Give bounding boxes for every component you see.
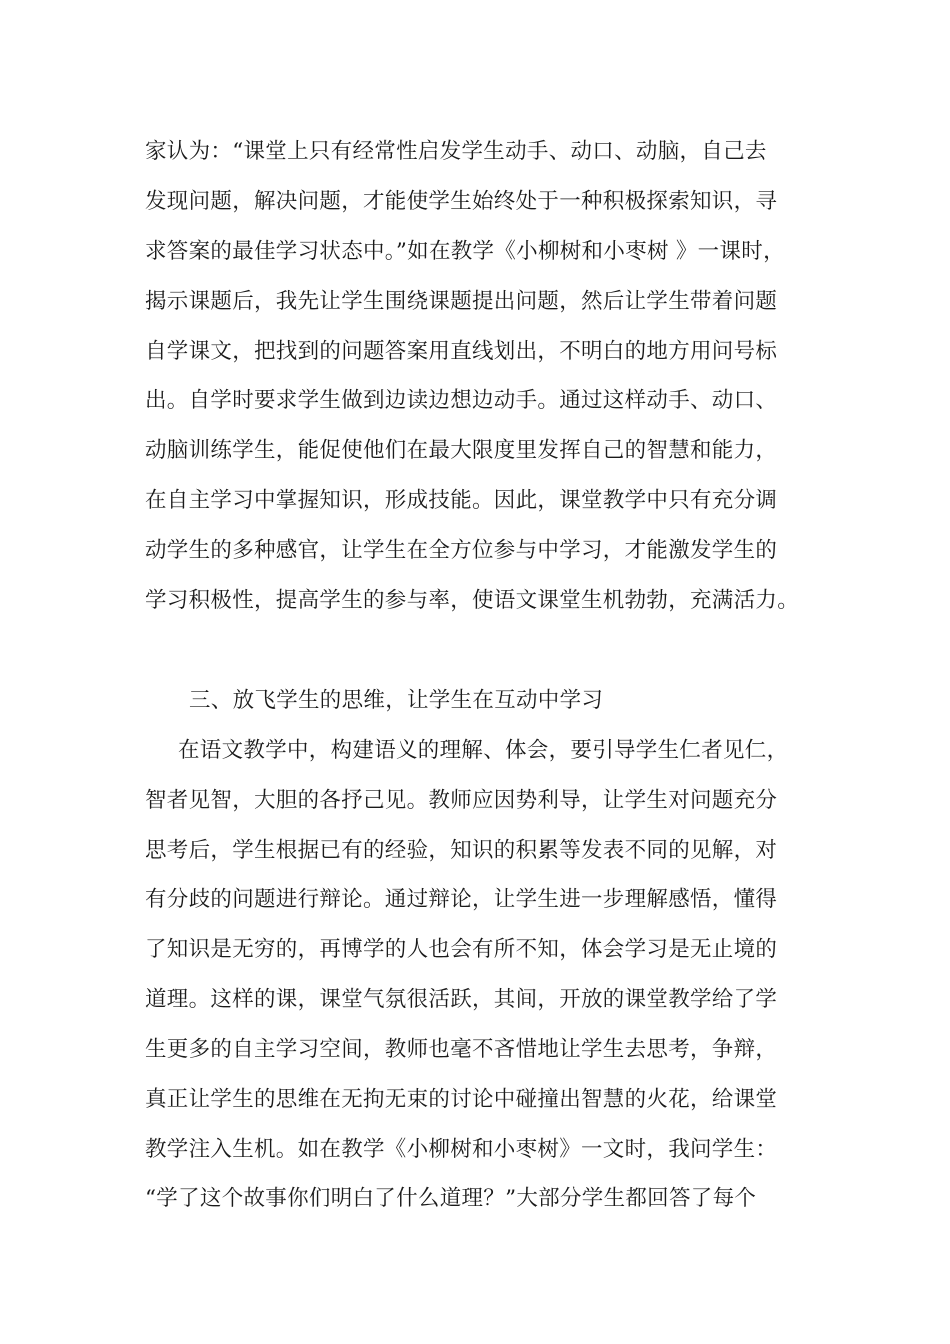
paragraph-2-line-1: 在语文教学中，构建语义的理解、体会，要引导学生仁者见仁， xyxy=(178,738,789,763)
paragraph-2-line-7: 生更多的自主学习空间，教师也毫不吝惜地让学生去思考，争辩， xyxy=(145,1037,778,1062)
paragraph-2-line-10: “学了这个故事你们明白了什么道理？”大部分学生都回答了每个 xyxy=(145,1186,757,1211)
paragraph-2-line-2: 智者见智，大胆的各抒己见。教师应因势利导，让学生对问题充分 xyxy=(145,788,778,813)
paragraph-1-line-3: 求答案的最佳学习状态中。”如在教学《小柳树和小枣树 》一课时， xyxy=(145,239,785,264)
paragraph-2-line-8: 真正让学生的思维在无拘无束的讨论中碰撞出智慧的火花，给课堂 xyxy=(145,1087,778,1112)
paragraph-1-line-5: 自学课文，把找到的问题答案用直线划出，不明白的地方用问号标 xyxy=(145,339,778,364)
paragraph-1-line-7: 动脑训练学生，能促使他们在最大限度里发挥自己的智慧和能力， xyxy=(145,438,778,463)
paragraph-2-line-9: 教学注入生机。如在教学《小柳树和小枣树》一文时，我问学生： xyxy=(145,1137,778,1162)
paragraph-2-line-5: 了知识是无穷的，再博学的人也会有所不知，体会学习是无止境的 xyxy=(145,937,778,962)
paragraph-2-line-3: 思考后，学生根据已有的经验，知识的积累等发表不同的见解，对 xyxy=(145,838,778,863)
paragraph-1-line-8: 在自主学习中掌握知识，形成技能。因此，课堂教学中只有充分调 xyxy=(145,488,778,513)
paragraph-1-line-1: 家认为：“课堂上只有经常性启发学生动手、动口、动脑，自己去 xyxy=(145,139,767,164)
paragraph-1-line-9: 动学生的多种感官，让学生在全方位参与中学习，才能激发学生的 xyxy=(145,538,778,563)
paragraph-1-line-10: 学习积极性，提高学生的参与率，使语文课堂生机勃勃，充满活力。 xyxy=(145,588,800,613)
paragraph-1-line-4: 揭示课题后，我先让学生围绕课题提出问题，然后让学生带着问题 xyxy=(145,289,778,314)
paragraph-1-line-2: 发现问题，解决问题，才能使学生始终处于一种积极探索知识，寻 xyxy=(145,189,778,214)
paragraph-2-line-4: 有分歧的问题进行辩论。通过辩论，让学生进一步理解感悟，懂得 xyxy=(145,887,778,912)
paragraph-2-line-6: 道理。这样的课，课堂气氛很活跃，其间，开放的课堂教学给了学 xyxy=(145,987,778,1012)
section-heading: 三、放飞学生的思维，让学生在互动中学习 xyxy=(189,688,604,713)
paragraph-1-line-6: 出。自学时要求学生做到边读边想边动手。通过这样动手、动口、 xyxy=(145,388,778,413)
